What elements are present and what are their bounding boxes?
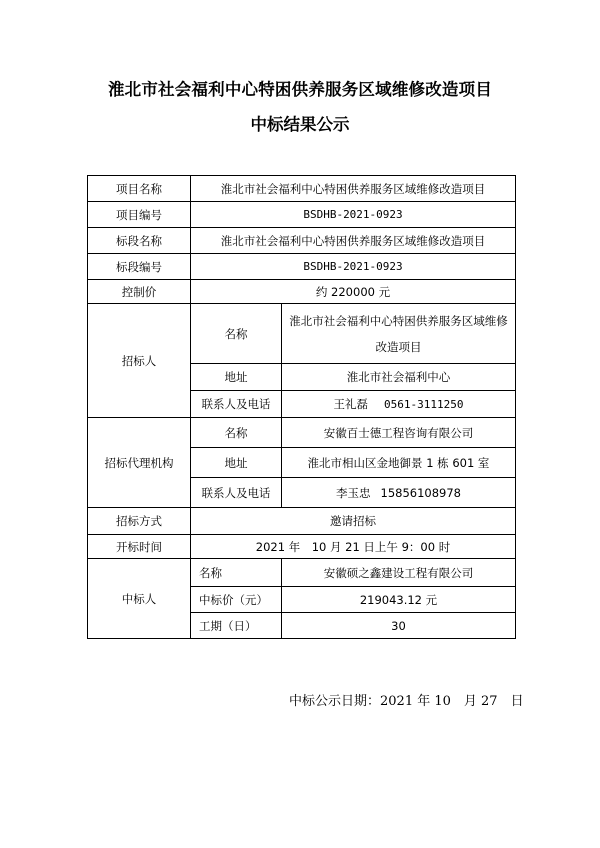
tenderer-name-label: 名称 — [191, 304, 282, 364]
agency-label: 招标代理机构 — [88, 418, 191, 508]
tenderer-address-value: 淮北市社会福利中心 — [282, 364, 516, 391]
agency-address-label: 地址 — [191, 448, 282, 478]
project-name-value: 淮北市社会福利中心特困供养服务区域维修改造项目 — [191, 176, 516, 202]
tenderer-label: 招标人 — [88, 304, 191, 418]
tenderer-name-value: 淮北市社会福利中心特困供养服务区域维修改造项目 — [282, 304, 516, 364]
control-price-value: 约 220000 元 — [191, 280, 516, 304]
tenderer-contact-person: 王礼磊 — [333, 397, 368, 411]
tenderer-contact-label: 联系人及电话 — [191, 391, 282, 418]
row-open-time — [88, 535, 516, 559]
agency-contact-value — [282, 478, 516, 508]
method-label: 招标方式 — [88, 508, 191, 535]
row-section-name — [88, 228, 516, 254]
project-no-label: 项目编号 — [88, 202, 191, 228]
control-price-label: 控制价 — [88, 280, 191, 304]
publication-date: 中标公示日期：2021 年 10 月 27 日 — [289, 694, 524, 709]
winner-label: 中标人 — [88, 559, 191, 639]
winner-price-label: 中标价（元） — [191, 587, 282, 613]
project-no-value: BSDHB-2021-0923 — [191, 202, 516, 228]
winner-price-value: 219043.12 元 — [282, 587, 516, 613]
winner-period-label: 工期（日） — [191, 613, 282, 639]
row-section-no — [88, 254, 516, 280]
row-method — [88, 508, 516, 535]
row-tenderer-name — [88, 304, 516, 364]
agency-name-value: 安徽百士德工程咨询有限公司 — [282, 418, 516, 448]
agency-address-value: 淮北市相山区金地御景 1 栋 601 室 — [282, 448, 516, 478]
tenderer-address-label: 地址 — [191, 364, 282, 391]
row-project-no — [88, 202, 516, 228]
row-control-price — [88, 280, 516, 304]
open-time-label: 开标时间 — [88, 535, 191, 559]
section-no-label: 标段编号 — [88, 254, 191, 280]
winner-name-label: 名称 — [191, 559, 282, 587]
document-title: 淮北市社会福利中心特困供养服务区域维修改造项目 — [107, 80, 493, 99]
row-project-name — [88, 176, 516, 202]
project-name-label: 项目名称 — [88, 176, 191, 202]
row-agency-name — [88, 418, 516, 448]
section-name-value: 淮北市社会福利中心特困供养服务区域维修改造项目 — [191, 228, 516, 254]
agency-contact-person: 李玉忠 — [336, 485, 371, 500]
agency-contact-label: 联系人及电话 — [191, 478, 282, 508]
agency-name-label: 名称 — [191, 418, 282, 448]
section-no-value: BSDHB-2021-0923 — [191, 254, 516, 280]
winner-name-value: 安徽硕之鑫建设工程有限公司 — [282, 559, 516, 587]
result-table — [87, 175, 516, 639]
document-subtitle: 中标结果公示 — [250, 115, 350, 134]
method-value: 邀请招标 — [191, 508, 516, 535]
winner-period-value: 30 — [282, 613, 516, 639]
section-name-label: 标段名称 — [88, 228, 191, 254]
agency-contact-phone: 15856108978 — [380, 485, 461, 500]
tenderer-contact-value — [282, 391, 516, 418]
open-time-value: 2021 年 10 月 21 日上午 9：00 时 — [191, 535, 516, 559]
row-winner-name — [88, 559, 516, 587]
tenderer-contact-phone: 0561-3111250 — [384, 398, 464, 411]
